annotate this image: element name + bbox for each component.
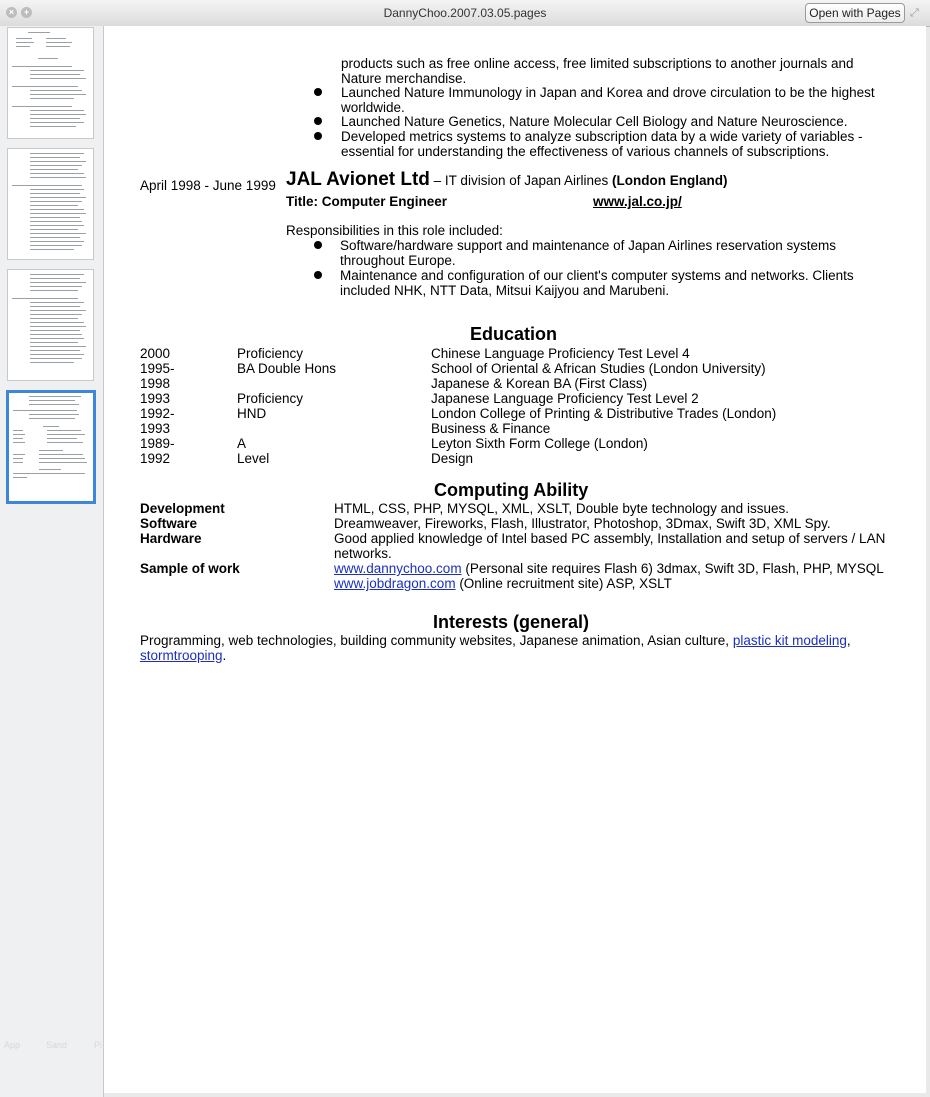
interests-text: Programming, web technologies, building community websites, Japanese animation, Asian culture, plastic kit modeling, stormtrooping. <box>140 633 851 663</box>
company-desc: – IT division of Japan Airlines <box>429 173 613 188</box>
page-thumbnail-4-selected[interactable] <box>6 390 96 504</box>
page-thumbnail-3[interactable] <box>7 269 94 381</box>
software-value: Dreamweaver, Fireworks, Flash, Illustrator, Photoshop, 3Dmax, Swift 3D, XML Spy. <box>334 516 831 531</box>
education-heading: Education <box>470 324 558 344</box>
fullscreen-icon[interactable]: ⤢ <box>910 7 919 19</box>
jobdragon-link[interactable]: www.jobdragon.com <box>334 576 456 591</box>
computing-heading: Computing Ability <box>434 480 589 500</box>
interests-heading: Interests (general) <box>433 612 590 632</box>
bullet-dot <box>314 241 322 249</box>
resp-bullet-1: Software/hardware support and maintenance of Japan Airlines reservation systems throughout Europe. <box>340 238 837 268</box>
development-value: HTML, CSS, PHP, MYSQL, XML, XSLT, Double byte technology and issues. <box>334 501 789 516</box>
sample-of-work-value: www.dannychoo.com (Personal site requires Flash 6) 3dmax, Swift 3D, Flash, PHP, MYSQL www.jobdragon.com (Online recruitment site) ASP, XSLT <box>334 561 884 591</box>
stormtrooping-link[interactable]: stormtrooping <box>140 648 223 663</box>
open-with-pages-button[interactable]: Open with Pages <box>805 3 905 23</box>
zoom-window-icon[interactable]: + <box>21 7 32 18</box>
plastic-kit-modeling-link[interactable]: plastic kit modeling <box>732 633 847 648</box>
ghost-dock-labels: App Sand Pi <box>4 1040 103 1050</box>
software-label: Software <box>140 516 198 531</box>
hardware-label: Hardware <box>140 531 202 546</box>
company-name: JAL Avionet Ltd <box>286 169 430 190</box>
prev-bullet-1: Launched Nature Immunology in Japan and Korea and drove circulation to be the highest worldwide. <box>341 85 875 115</box>
bullet-dot <box>314 88 322 96</box>
job-dates: April 1998 - June 1999 <box>140 178 276 193</box>
job-title: Title: Computer Engineer <box>286 194 448 209</box>
company-location: (London England) <box>612 173 728 188</box>
prev-bullet-continuation: products such as free online access, free limited subscriptions to another journals and Nature merchandise. <box>341 56 854 86</box>
bullet-dot <box>314 132 322 140</box>
prev-bullet-2: Launched Nature Genetics, Nature Molecular Cell Biology and Nature Neuroscience. <box>341 114 848 129</box>
close-window-icon[interactable]: × <box>6 7 17 18</box>
sample-of-work-label: Sample of work <box>140 561 240 576</box>
bullet-dot <box>314 271 322 279</box>
jal-website-link[interactable]: www.jal.co.jp/ <box>593 194 682 209</box>
development-label: Development <box>140 501 225 516</box>
bullet-dot <box>314 117 322 125</box>
document-page: products such as free online access, free limited subscriptions to another journals and Nature merchandise. Launched Nature Immunology in Japan and Korea and drove circulation to be the highest worldwide. Launched Nature Genetics, Nature Molecular Cell Biology and Nature Neuroscience. Developed metrics systems to analyze subscription data by a wide variety of variables - essential for understanding the effectiveness of various channels of subscriptions. April 1998 - June 1999 JAL Avionet Ltd – IT division of Japan Airlines (London England) Title: Computer Engineer www.jal.co.jp/ Responsibilities in this role included: Software/hardware support and maintenance of Japan Airlines reservation systems throughout Europe. Maintenance and configuration of our client's computer systems and networks. Clients included NHK, NTT Data, Mitsui Kaijyou and Marubeni. Education 2000 Proficiency Chinese Language Proficiency Test Level 4 1995-1998 BA Double Hons School of Oriental & African Studies (London University) Japanese & Korean BA (First Class) 1993 Proficiency Japanese Language Proficiency Test Level 2 1992-1993 HND London College of Printing & Distributive Trades (London) Business & Finance 1989-1992 A Level Leyton Sixth Form College (London) Design Computing Ability Development HTML, CSS, PHP, MYSQL, XML, XSLT, Double byte technology and issues. Software Dreamweaver, Fireworks, Flash, Illustrator, Photoshop, 3Dmax, Swift 3D, XML Spy. Hardware Good applied knowledge of Intel based PC assembly, Installation and setup of servers / LAN networks. Sample of work www.dannychoo.com (Personal site requires Flash 6) 3dmax, Swift 3D, Flash, PHP, MYSQL www.jobdragon.com (Online recruitment site) ASP, XSLT Interests (general) Programming, web technologies, building community websites, Japanese animation, Asian culture, plastic kit modeling, stormtrooping. <box>104 26 926 1093</box>
page-thumbnail-1[interactable] <box>7 27 94 139</box>
title-bar <box>0 0 930 27</box>
resp-bullet-2: Maintenance and configuration of our client's computer systems and networks. Clients included NHK, NTT Data, Mitsui Kaijyou and Marubeni. <box>340 268 854 298</box>
hardware-value: Good applied knowledge of Intel based PC assembly, Installation and setup of servers / LAN networks. <box>334 531 886 561</box>
dannychoo-link[interactable]: www.dannychoo.com <box>334 561 462 576</box>
page-thumbnails-sidebar <box>0 26 103 1097</box>
page-thumbnail-2[interactable] <box>7 148 94 260</box>
responsibilities-intro: Responsibilities in this role included: <box>286 223 503 238</box>
job-heading <box>286 169 728 190</box>
window-title: DannyChoo.2007.03.05.pages <box>383 6 547 20</box>
prev-bullet-3: Developed metrics systems to analyze subscription data by a wide variety of variables - essential for understanding the effectiveness of various channels of subscriptions. <box>341 129 863 159</box>
